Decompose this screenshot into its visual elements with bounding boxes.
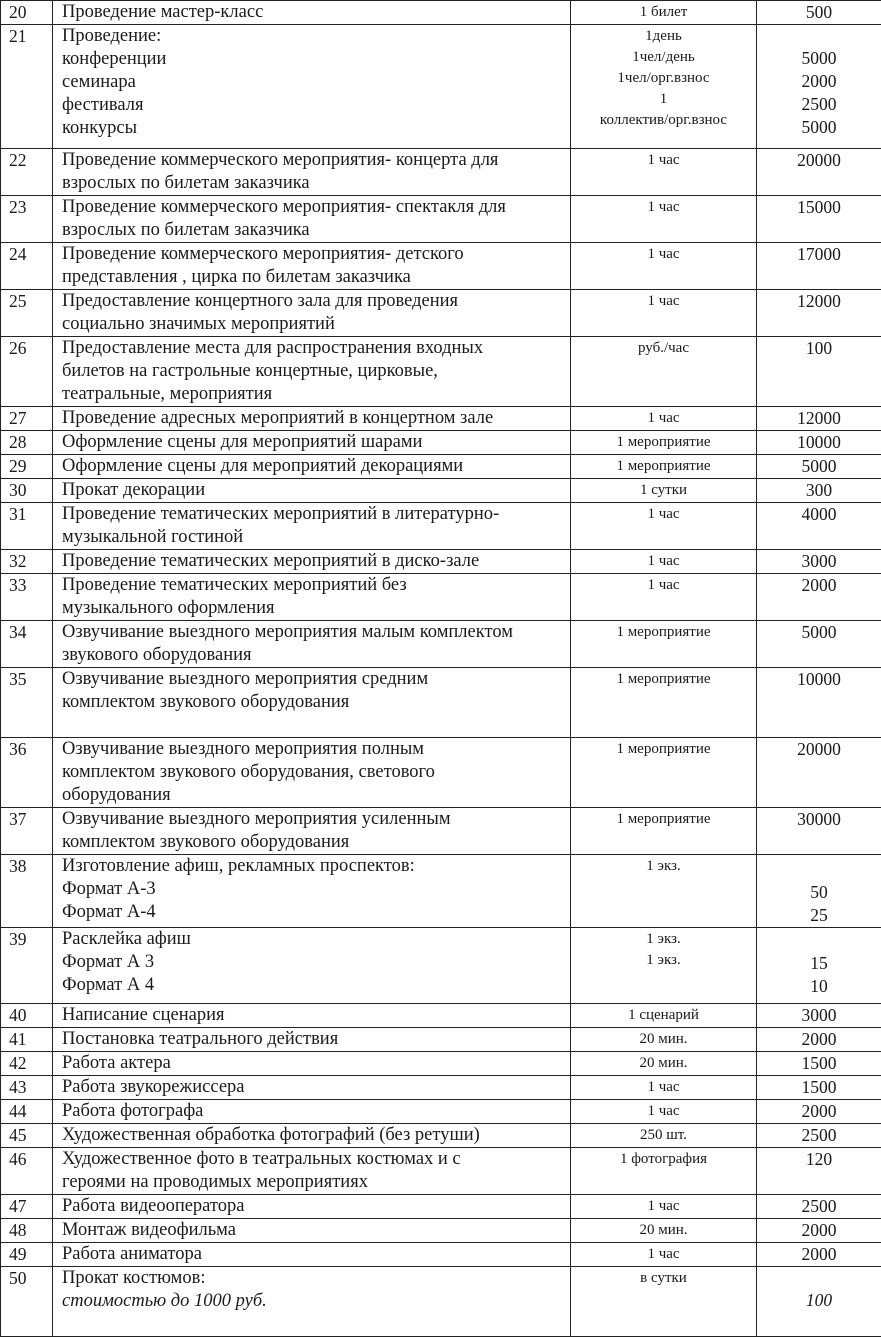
table-row [1, 928, 881, 1004]
unit-line: 250 шт. [571, 1125, 756, 1146]
unit-line: 20 мин. [571, 1029, 756, 1050]
price-line: 2500 [757, 93, 881, 116]
unit-of-measure [571, 621, 757, 668]
row-number: 38 [1, 855, 53, 928]
table-row [1, 1243, 881, 1267]
price-line: 17000 [757, 243, 881, 266]
table-row [1, 1219, 881, 1243]
unit-line: 1 час [571, 291, 756, 312]
service-name-line: комплектом звукового оборудования [62, 831, 560, 854]
service-name-line: Формат А 3 [62, 951, 560, 974]
service-name-line: Работа видеооператора [62, 1195, 560, 1218]
service-name [53, 855, 571, 928]
service-name-line: комплектом звукового оборудования, светового [62, 761, 560, 784]
price-line: 2500 [757, 1124, 881, 1147]
price-line: 2500 [757, 1195, 881, 1218]
price [757, 1, 881, 25]
unit-line: 1 мероприятие [571, 622, 756, 643]
unit-line: 20 мин. [571, 1053, 756, 1074]
service-name-line: Художественная обработка фотографий (без ретуши) [62, 1124, 560, 1147]
price [757, 503, 881, 550]
service-name [53, 928, 571, 1004]
table-row [1, 808, 881, 855]
row-number: 24 [1, 243, 53, 290]
unit-of-measure [571, 149, 757, 196]
table-row [1, 621, 881, 668]
price [757, 290, 881, 337]
price [757, 1004, 881, 1028]
unit-of-measure [571, 1267, 757, 1337]
service-name-line: Расклейка афиш [62, 928, 560, 951]
unit-line: 1 час [571, 244, 756, 265]
price-line: 2000 [757, 70, 881, 93]
table-row [1, 455, 881, 479]
service-name-line: конференции [62, 48, 560, 71]
service-name-line: Проведение тематических мероприятий без [62, 574, 560, 597]
unit-line: 1день [571, 26, 756, 47]
service-name-line: Предоставление концертного зала для проведения [62, 290, 560, 313]
unit-line: 1 сутки [571, 480, 756, 501]
price [757, 25, 881, 149]
unit-line: 1 час [571, 575, 756, 596]
table-row [1, 574, 881, 621]
row-number: 48 [1, 1219, 53, 1243]
price-line: 5000 [757, 47, 881, 70]
price-line: 2000 [757, 1100, 881, 1123]
row-number: 33 [1, 574, 53, 621]
service-name [53, 550, 571, 574]
table-body [1, 1, 881, 1337]
table-row [1, 407, 881, 431]
unit-line: 1 час [571, 1077, 756, 1098]
row-number: 26 [1, 337, 53, 407]
table-row [1, 337, 881, 407]
table-row [1, 1076, 881, 1100]
service-name-line: оборудования [62, 784, 560, 807]
service-name [53, 1267, 571, 1337]
price-line: 20000 [757, 738, 881, 761]
table-row [1, 149, 881, 196]
unit-line: 20 мин. [571, 1220, 756, 1241]
table-row [1, 1124, 881, 1148]
service-name-line: Работа аниматора [62, 1243, 560, 1266]
service-name [53, 621, 571, 668]
table-row [1, 290, 881, 337]
price-line: 4000 [757, 503, 881, 526]
table-row [1, 550, 881, 574]
price [757, 1052, 881, 1076]
unit-of-measure [571, 808, 757, 855]
price [757, 550, 881, 574]
row-number: 35 [1, 668, 53, 738]
row-number: 36 [1, 738, 53, 808]
service-name-line: музыкальной гостиной [62, 526, 560, 549]
unit-line: руб./час [571, 338, 756, 359]
price-line: 300 [757, 479, 881, 502]
table-row [1, 431, 881, 455]
price [757, 928, 881, 1004]
price [757, 1243, 881, 1267]
service-name-line: музыкального оформления [62, 597, 560, 620]
service-name [53, 1243, 571, 1267]
table-row [1, 196, 881, 243]
service-name-line: Озвучивание выездного мероприятия средним [62, 668, 560, 691]
row-number: 47 [1, 1195, 53, 1219]
service-name [53, 1, 571, 25]
service-name [53, 574, 571, 621]
service-name [53, 431, 571, 455]
unit-line: 1 мероприятие [571, 669, 756, 690]
row-number: 44 [1, 1100, 53, 1124]
unit-line: 1 час [571, 1244, 756, 1265]
unit-line: 1 час [571, 1196, 756, 1217]
unit-line: 1 [571, 89, 756, 110]
unit-line: 1 час [571, 1101, 756, 1122]
price [757, 1076, 881, 1100]
service-name-line: взрослых по билетам заказчика [62, 172, 560, 195]
price-line: 3000 [757, 1004, 881, 1027]
table-row [1, 1052, 881, 1076]
price-line: 10000 [757, 668, 881, 691]
unit-of-measure [571, 503, 757, 550]
service-name-line: Художественное фото в театральных костюмах и с [62, 1148, 560, 1171]
unit-of-measure [571, 1148, 757, 1195]
price-line: 50 [757, 881, 881, 904]
service-name-line: семинара [62, 71, 560, 94]
price [757, 855, 881, 928]
price [757, 1028, 881, 1052]
unit-line: 1 экз. [571, 856, 756, 877]
unit-line: 1 час [571, 551, 756, 572]
unit-of-measure [571, 407, 757, 431]
row-number: 22 [1, 149, 53, 196]
unit-line: 1 билет [571, 2, 756, 23]
service-name [53, 1148, 571, 1195]
price-line: 2000 [757, 1028, 881, 1051]
service-name [53, 668, 571, 738]
unit-line: 1 час [571, 197, 756, 218]
price [757, 1219, 881, 1243]
unit-line: 1 мероприятие [571, 456, 756, 477]
service-name [53, 808, 571, 855]
price [757, 407, 881, 431]
service-name-line: Работа фотографа [62, 1100, 560, 1123]
price-line: 1500 [757, 1052, 881, 1075]
service-name-line: Озвучивание выездного мероприятия малым комплектом [62, 621, 560, 644]
price [757, 149, 881, 196]
unit-of-measure [571, 1004, 757, 1028]
service-name [53, 1124, 571, 1148]
unit-of-measure [571, 479, 757, 503]
unit-of-measure [571, 1219, 757, 1243]
service-name [53, 337, 571, 407]
price [757, 1124, 881, 1148]
row-number: 23 [1, 196, 53, 243]
row-number: 40 [1, 1004, 53, 1028]
service-name [53, 1052, 571, 1076]
price-line: 5000 [757, 116, 881, 139]
row-number: 29 [1, 455, 53, 479]
service-name-line: звукового оборудования [62, 644, 560, 667]
service-name-line: Написание сценария [62, 1004, 560, 1027]
price-line: 120 [757, 1148, 881, 1171]
unit-line: 1 час [571, 150, 756, 171]
service-name-line: театральные, мероприятия [62, 383, 560, 406]
unit-of-measure [571, 25, 757, 149]
price [757, 1100, 881, 1124]
row-number: 27 [1, 407, 53, 431]
service-name-line: Прокат костюмов: [62, 1267, 560, 1290]
table-row [1, 1028, 881, 1052]
unit-line: 1 экз. [571, 950, 756, 971]
unit-of-measure [571, 1243, 757, 1267]
service-name-line: Проведение коммерческого мероприятия- спектакля для [62, 196, 560, 219]
price-line: 5000 [757, 455, 881, 478]
service-name-line: героями на проводимых мероприятиях [62, 1171, 560, 1194]
row-number: 21 [1, 25, 53, 149]
unit-line: 1 мероприятие [571, 432, 756, 453]
service-name-line: Оформление сцены для мероприятий шарами [62, 431, 560, 454]
price-line: 1500 [757, 1076, 881, 1099]
unit-of-measure [571, 243, 757, 290]
unit-of-measure [571, 337, 757, 407]
unit-of-measure [571, 574, 757, 621]
unit-of-measure [571, 668, 757, 738]
unit-line: 1чел/орг.взнос [571, 68, 756, 89]
price-line: 2000 [757, 574, 881, 597]
price-line: 12000 [757, 407, 881, 430]
unit-line: 1 час [571, 408, 756, 429]
service-name-line: Изготовление афиш, рекламных проспектов: [62, 855, 560, 878]
service-name-line: Формат А-4 [62, 901, 560, 924]
service-name [53, 1076, 571, 1100]
price [757, 808, 881, 855]
price [757, 1148, 881, 1195]
price-line: 10 [757, 975, 881, 998]
price [757, 337, 881, 407]
service-name [53, 25, 571, 149]
price [757, 1267, 881, 1337]
price [757, 243, 881, 290]
service-name-line: стоимостью до 1000 руб. [62, 1290, 560, 1313]
service-name-line: конкурсы [62, 117, 560, 140]
unit-line: коллектив/орг.взнос [571, 110, 756, 131]
service-name [53, 738, 571, 808]
price-line: 100 [757, 1289, 881, 1312]
row-number: 39 [1, 928, 53, 1004]
price [757, 621, 881, 668]
price-line: 12000 [757, 290, 881, 313]
price-line: 2000 [757, 1219, 881, 1242]
service-name-line: Прокат декорации [62, 479, 560, 502]
service-name-line: комплектом звукового оборудования [62, 691, 560, 714]
row-number: 45 [1, 1124, 53, 1148]
row-number: 41 [1, 1028, 53, 1052]
price-line: 30000 [757, 808, 881, 831]
table-row [1, 1100, 881, 1124]
row-number: 25 [1, 290, 53, 337]
price-line: 5000 [757, 621, 881, 644]
table-row [1, 1, 881, 25]
unit-of-measure [571, 1052, 757, 1076]
price [757, 574, 881, 621]
price [757, 196, 881, 243]
unit-line: 1 сценарий [571, 1005, 756, 1026]
unit-line: 1 экз. [571, 929, 756, 950]
unit-of-measure [571, 455, 757, 479]
row-number: 37 [1, 808, 53, 855]
table-row [1, 25, 881, 149]
table-row [1, 1004, 881, 1028]
service-name [53, 1028, 571, 1052]
service-name-line: социально значимых мероприятий [62, 313, 560, 336]
table-row [1, 1267, 881, 1337]
service-name-line: Проведение тематических мероприятий в диско-зале [62, 550, 560, 573]
price-line: 3000 [757, 550, 881, 573]
service-name [53, 149, 571, 196]
row-number: 46 [1, 1148, 53, 1195]
row-number: 34 [1, 621, 53, 668]
price [757, 1195, 881, 1219]
price-line: 10000 [757, 431, 881, 454]
service-name [53, 243, 571, 290]
service-name-line: Формат А 4 [62, 974, 560, 997]
unit-of-measure [571, 1100, 757, 1124]
row-number: 30 [1, 479, 53, 503]
unit-line: 1 мероприятие [571, 809, 756, 830]
row-number: 31 [1, 503, 53, 550]
service-name-line: Проведение: [62, 25, 560, 48]
service-name-line: Проведение коммерческого мероприятия- детского [62, 243, 560, 266]
service-name [53, 1219, 571, 1243]
row-number: 42 [1, 1052, 53, 1076]
price-line: 25 [757, 904, 881, 927]
service-name [53, 455, 571, 479]
unit-of-measure [571, 1195, 757, 1219]
service-name-line: фестиваля [62, 94, 560, 117]
price-line: 15000 [757, 196, 881, 219]
service-name-line: представления , цирка по билетам заказчика [62, 266, 560, 289]
price-line: 2000 [757, 1243, 881, 1266]
unit-of-measure [571, 1076, 757, 1100]
unit-of-measure [571, 1028, 757, 1052]
price-line: 15 [757, 952, 881, 975]
unit-of-measure [571, 550, 757, 574]
table-row [1, 503, 881, 550]
unit-of-measure [571, 290, 757, 337]
price [757, 738, 881, 808]
table-row [1, 738, 881, 808]
row-number: 43 [1, 1076, 53, 1100]
service-name [53, 1195, 571, 1219]
service-name-line: взрослых по билетам заказчика [62, 219, 560, 242]
unit-of-measure [571, 738, 757, 808]
unit-of-measure [571, 1, 757, 25]
service-name-line: Формат А-3 [62, 878, 560, 901]
service-name [53, 290, 571, 337]
service-name [53, 1100, 571, 1124]
table-row [1, 1195, 881, 1219]
service-name-line: Предоставление места для распространения входных [62, 337, 560, 360]
unit-of-measure [571, 431, 757, 455]
price [757, 455, 881, 479]
table-row [1, 668, 881, 738]
unit-of-measure [571, 196, 757, 243]
service-name [53, 479, 571, 503]
service-name-line: Озвучивание выездного мероприятия усиленным [62, 808, 560, 831]
service-name [53, 503, 571, 550]
price [757, 479, 881, 503]
service-name-line: Проведение мастер-класс [62, 1, 560, 24]
unit-of-measure [571, 928, 757, 1004]
unit-line: 1чел/день [571, 47, 756, 68]
service-name-line: Озвучивание выездного мероприятия полным [62, 738, 560, 761]
service-name-line: Проведение тематических мероприятий в литературно- [62, 503, 560, 526]
service-name-line: Проведение коммерческого мероприятия- концерта для [62, 149, 560, 172]
service-name-line: Постановка театрального действия [62, 1028, 560, 1051]
row-number: 20 [1, 1, 53, 25]
service-name-line: билетов на гастрольные концертные, цирковые, [62, 360, 560, 383]
table-row [1, 855, 881, 928]
row-number: 32 [1, 550, 53, 574]
row-number: 49 [1, 1243, 53, 1267]
unit-line: 1 мероприятие [571, 739, 756, 760]
row-number: 50 [1, 1267, 53, 1337]
price-line: 100 [757, 337, 881, 360]
unit-of-measure [571, 855, 757, 928]
service-name [53, 196, 571, 243]
price-line: 20000 [757, 149, 881, 172]
table-row [1, 479, 881, 503]
unit-line: 1 фотография [571, 1149, 756, 1170]
row-number: 28 [1, 431, 53, 455]
service-name [53, 407, 571, 431]
service-name-line: Проведение адресных мероприятий в концертном зале [62, 407, 560, 430]
price-line: 500 [757, 1, 881, 24]
service-name-line: Монтаж видеофильма [62, 1219, 560, 1242]
unit-of-measure [571, 1124, 757, 1148]
table-row [1, 1148, 881, 1195]
unit-line: в сутки [571, 1268, 756, 1289]
service-name-line: Работа актера [62, 1052, 560, 1075]
price [757, 431, 881, 455]
service-name [53, 1004, 571, 1028]
service-name-line: Оформление сцены для мероприятий декорациями [62, 455, 560, 478]
table-row [1, 243, 881, 290]
price [757, 668, 881, 738]
service-name-line: Работа звукорежиссера [62, 1076, 560, 1099]
unit-line: 1 час [571, 504, 756, 525]
